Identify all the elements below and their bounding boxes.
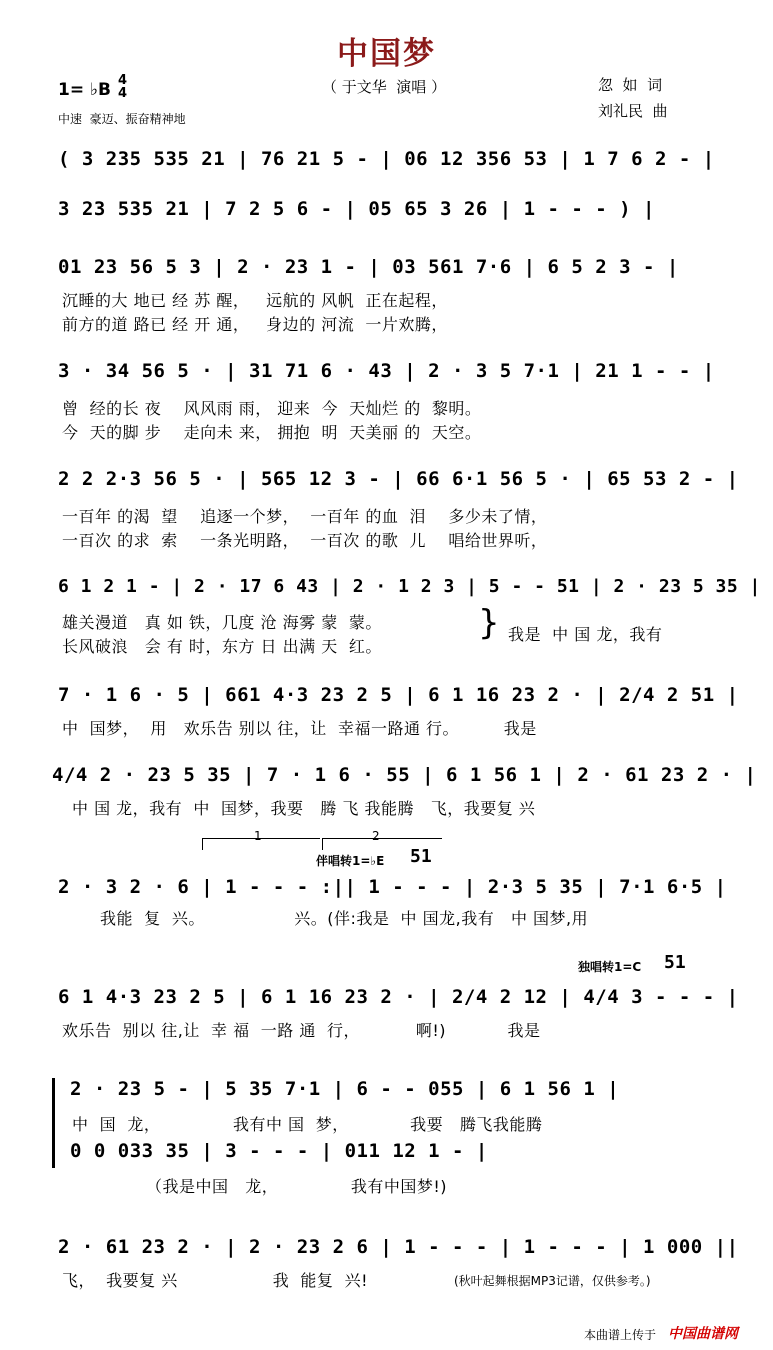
composer: 刘礼民 曲 (598, 102, 668, 120)
notation-line-2: 3 23 535 21 | 7 2 5 6 - | 05 65 3 26 | 1 - - - ) | (58, 198, 655, 220)
volta-2-edge (322, 838, 323, 850)
notation-line-13: 2 · 61 23 2 · | 2 · 23 2 6 | 1 - - - | 1 - - - | 1 000 || (58, 1236, 739, 1258)
volta-2-label: 2 (372, 829, 380, 843)
lyrics-line-4a: 曾 经的长 夜 风风雨 雨， 迎来 今 天灿烂 的 黎明。 (62, 399, 482, 418)
singer-line: （ 于文华 演唱 ） (322, 78, 447, 96)
notation-line-6: 6 1 2 1 - | 2 · 17 6 43 | 2 · 1 2 3 | 5 - - 51 | 2 · 23 5 35 | (58, 576, 761, 597)
notation-line-7: 7 · 1 6 · 5 | 661 4·3 23 2 5 | 6 1 16 23 2 · | 2/4 2 51 | (58, 684, 739, 706)
volta-1-label: 1 (254, 829, 262, 843)
notation-line-8: 4/4 2 · 23 5 35 | 7 · 1 6 · 55 | 6 1 56 1 | 2 · 61 23 2 · | (52, 764, 757, 786)
lyrics-line-6a: 雄关漫道 真 如 铁，几度 沧 海雾 蒙 蒙。 (62, 613, 382, 632)
lyrics-line-10: 欢乐告 别以 往,让 幸 福 一路 通 行， 啊!) 我是 (62, 1021, 541, 1040)
lyrics-line-5a: 一百年 的渴 望 追逐一个梦， 一百年 的血 泪 多少未了情， (62, 507, 548, 526)
lyrics-line-6b: 长风破浪 会 有 时，东方 日 出满 天 红。 (62, 637, 382, 656)
notation-line-10: 6 1 4·3 23 2 5 | 6 1 16 23 2 · | 2/4 2 12 | 4/4 3 - - - | (58, 986, 739, 1008)
time-signature: 4 4 (118, 73, 128, 101)
transcription-note: (秋叶起舞根据MP3记谱，仅供参考。) (454, 1274, 651, 1288)
lyricist: 忽 如 词 (598, 76, 663, 94)
lyrics-line-11: 中 国 龙， 我有中 国 梦， 我要 腾飞我能腾 (72, 1115, 543, 1134)
brace: } (478, 603, 500, 643)
modulation-mark-1: 伴唱转1=♭E (316, 854, 385, 868)
song-title: 中国梦 (337, 36, 436, 72)
chorus-lyrics-6: 我是 中 国 龙，我有 (508, 625, 663, 644)
modulation-mark-2: 独唱转1=C (578, 960, 642, 974)
notation-line-5: 2 2 2·3 56 5 · | 565 12 3 - | 66 6·1 56 5 · | 65 53 2 - | (58, 468, 739, 490)
modulation-notes-2: 51 (664, 952, 686, 973)
watermark-logo: 中国曲谱网 (668, 1326, 738, 1342)
lyrics-line-3a: 沉睡的大 地已 经 苏 醒， 远航的 风帆 正在起程， (62, 291, 448, 310)
notation-line-1: ( 3 235 535 21 | 76 21 5 - | 06 12 356 53 | 1 7 6 2 - | (58, 148, 715, 170)
notation-line-11: 2 · 23 5 - | 5 35 7·1 | 6 - - 055 | 6 1 56 1 | (70, 1078, 620, 1100)
volta-1-edge (202, 838, 203, 850)
lyrics-line-4b: 今 天的脚 步 走向未 来， 拥抱 明 天美丽 的 天空。 (62, 423, 482, 442)
notation-line-3: 01 23 56 5 3 | 2 · 23 1 - | 03 561 7·6 | 6 5 2 3 - | (58, 256, 679, 278)
volta-2-bracket (322, 838, 442, 839)
notation-line-12: 0 0 033 35 | 3 - - - | 011 12 1 - | (70, 1140, 488, 1162)
lyrics-line-5b: 一百次 的求 索 一条光明路， 一百次 的歌 儿 唱给世界听， (62, 531, 548, 550)
key-signature: 1= ♭B (58, 80, 111, 100)
lyrics-line-13: 飞， 我要复 兴 我 能复 兴! (62, 1271, 368, 1290)
tempo-marking: 中速 豪迈、振奋精神地 (58, 112, 186, 126)
lyrics-line-12: （我是中国 龙， 我有中国梦!) (146, 1177, 448, 1196)
lyrics-line-7: 中 国梦， 用 欢乐告 别以 往，让 幸福一路通 行。 我是 (62, 719, 537, 738)
lyrics-line-8: 中 国 龙，我有 中 国梦，我要 腾 飞 我能腾 飞，我要复 兴 (72, 799, 536, 818)
notation-line-4: 3 · 34 56 5 · | 31 71 6 · 43 | 2 · 3 5 7·1 | 21 1 - - | (58, 360, 715, 382)
notation-line-9: 2 · 3 2 · 6 | 1 - - - :|| 1 - - - | 2·3 5 35 | 7·1 6·5 | (58, 876, 727, 898)
modulation-notes-1: 51 (410, 846, 432, 867)
lyrics-line-3b: 前方的道 路已 经 开 通， 身边的 河流 一片欢腾， (62, 315, 448, 334)
footer-text: 本曲谱上传于 (584, 1328, 657, 1342)
lyrics-line-9: 我能 复 兴。 兴。(伴:我是 中 国龙,我有 中 国梦,用 (100, 909, 589, 928)
system-bracket (52, 1078, 55, 1168)
